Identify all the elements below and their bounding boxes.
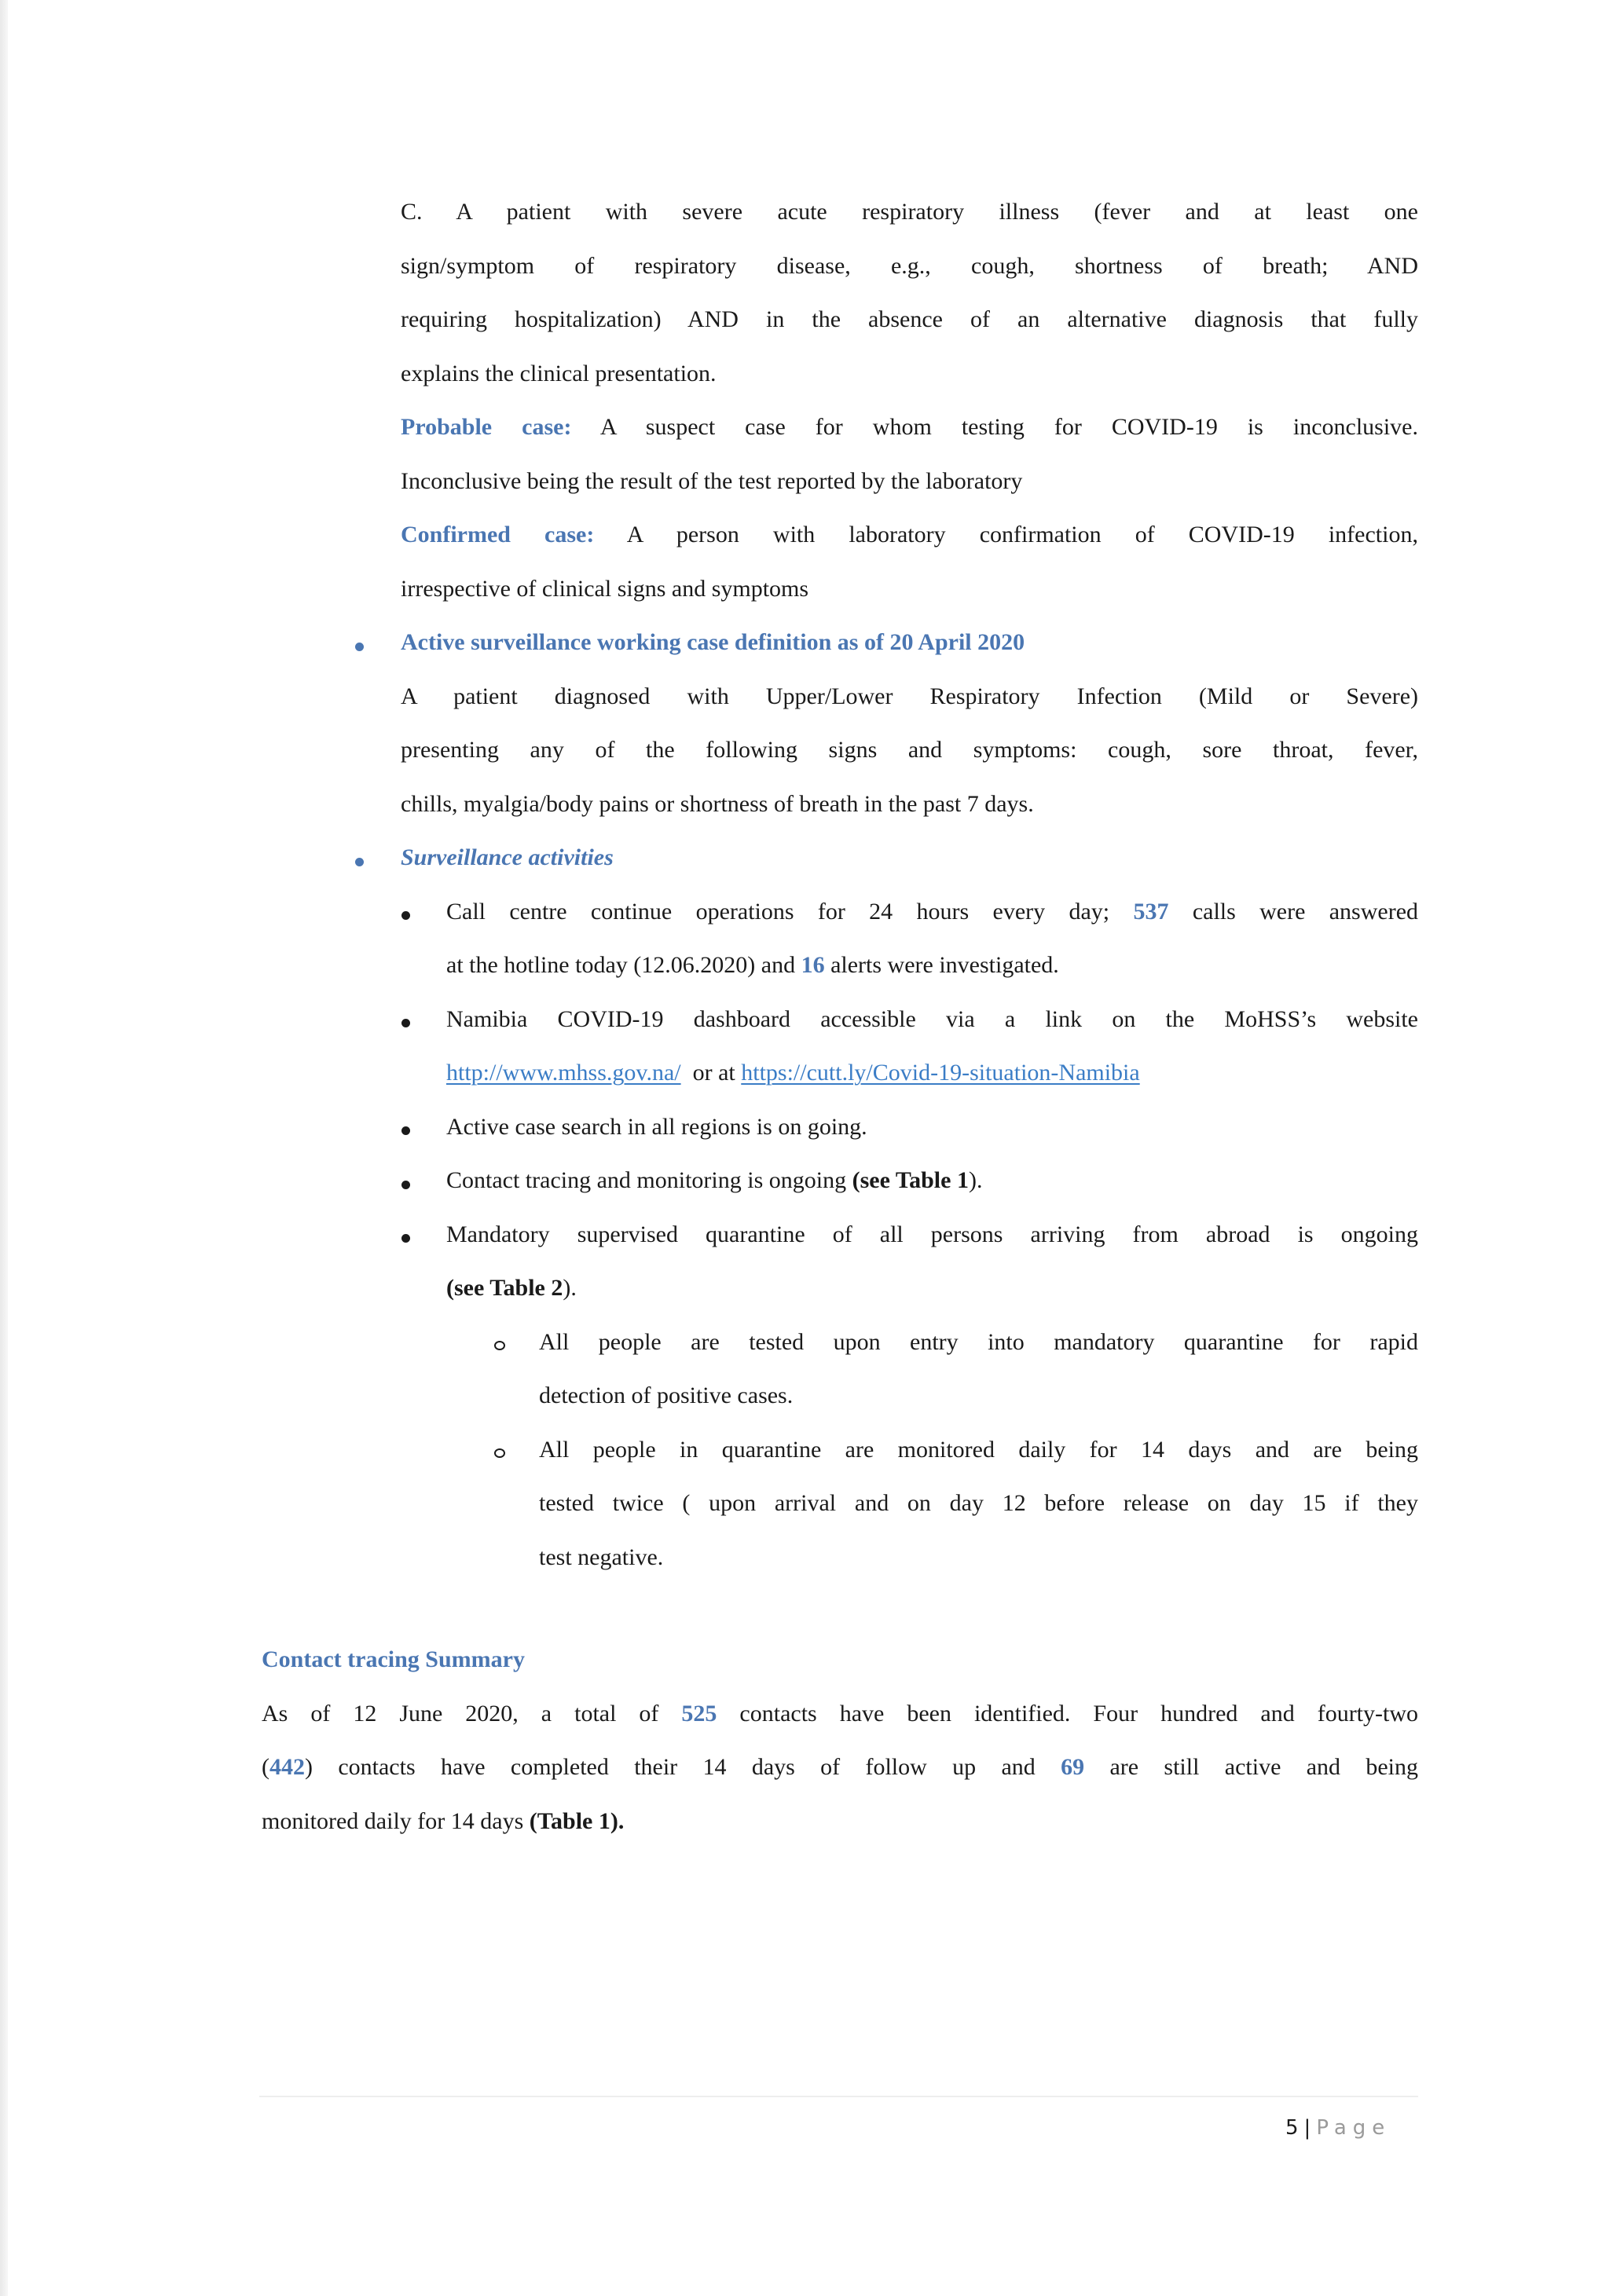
bullet-icon xyxy=(401,1019,410,1027)
call-centre-line-1 xyxy=(446,885,1418,939)
dashboard-line-2 xyxy=(446,1046,1140,1100)
alerts-investigated-count: 16 xyxy=(801,952,825,978)
calls-answered-count: 537 xyxy=(1133,898,1169,925)
case-c-line-4: explains the clinical presentation. xyxy=(401,360,717,386)
total-contacts-count: 525 xyxy=(681,1700,717,1727)
active-surveillance-line-1: A patient diagnosed with Upper/Lower Respiratory Infection (Mild or Severe) xyxy=(401,683,1418,709)
case-c-line-3: requiring hospitalization) AND in the absence of an alternative diagnosis that fully xyxy=(401,306,1418,332)
confirmed-case-text: A person with laboratory confirmation of COVID-19 infection, xyxy=(626,522,1418,547)
mhss-website-link[interactable]: http://www.mhss.gov.na/ xyxy=(446,1060,681,1086)
contact-summary-heading: Contact tracing Summary xyxy=(262,1646,525,1672)
or-at-text: or at xyxy=(692,1060,735,1086)
page-label: Page xyxy=(1316,2116,1391,2140)
summary-text: are still active and being xyxy=(1109,1754,1419,1780)
bullet-icon xyxy=(401,911,410,920)
page-footer xyxy=(1285,2116,1391,2140)
quarantine-line-1: Mandatory supervised quarantine of all persons arriving from abroad is ongoing xyxy=(446,1221,1418,1247)
summary-text: As of 12 June 2020, a total of xyxy=(262,1700,659,1727)
quarantine-sub-1-line-2: detection of positive cases. xyxy=(539,1382,794,1408)
confirmed-case-label: Confirmed case: xyxy=(401,522,595,547)
probable-case-line-1 xyxy=(401,401,1418,455)
confirmed-case-line-1 xyxy=(401,508,1418,562)
contact-tracing-text: Contact tracing and monitoring is ongoing xyxy=(446,1167,847,1193)
bullet-icon xyxy=(355,643,364,651)
call-centre-text: Call centre continue operations for 24 hours every day; xyxy=(446,898,1110,925)
hollow-bullet-icon xyxy=(494,1341,505,1350)
call-centre-text-end: calls were answered xyxy=(1192,898,1419,925)
probable-case-line-2: Inconclusive being the result of the test reported by the laboratory xyxy=(401,467,1023,494)
page-edge-shadow xyxy=(0,0,8,2296)
punctuation: ). xyxy=(968,1167,983,1193)
probable-case-label: Probable case: xyxy=(401,414,572,440)
quarantine-line-2 xyxy=(446,1262,577,1316)
case-c-line-2: sign/symptom of respiratory disease, e.g., cough, shortness of breath; AND xyxy=(401,252,1418,279)
call-centre-line-2 xyxy=(446,939,1059,993)
table-1-reference: (Table 1). xyxy=(529,1807,625,1834)
surveillance-activities-heading: Surveillance activities xyxy=(401,844,614,870)
bullet-icon xyxy=(401,1181,410,1189)
quarantine-sub-2-line-3: test negative. xyxy=(539,1543,664,1570)
active-contacts-count: 69 xyxy=(1061,1754,1085,1780)
table-1-reference: (see Table 1 xyxy=(852,1167,969,1193)
confirmed-case-line-2: irrespective of clinical signs and symptoms xyxy=(401,575,809,602)
bullet-icon xyxy=(401,1126,410,1135)
table-2-reference: (see Table 2 xyxy=(446,1275,563,1301)
hollow-bullet-icon xyxy=(494,1448,505,1458)
hotline-text: at the hotline today (12.06.2020) and xyxy=(446,952,796,978)
alerts-text: alerts were investigated. xyxy=(830,952,1059,978)
active-surveillance-heading: Active surveillance working case definition as of 20 April 2020 xyxy=(401,629,1025,655)
contact-summary-line-1 xyxy=(262,1687,1418,1741)
quarantine-sub-1-line-1: All people are tested upon entry into mandatory quarantine for rapid xyxy=(539,1328,1418,1355)
paren: ( xyxy=(262,1754,269,1780)
contact-summary-line-3 xyxy=(262,1795,624,1849)
active-surveillance-line-3: chills, myalgia/body pains or shortness of breath in the past 7 days. xyxy=(401,790,1034,817)
active-surveillance-line-2: presenting any of the following signs and symptoms: cough, sore throat, fever, xyxy=(401,737,1418,763)
quarantine-sub-2-line-2: tested twice ( upon arrival and on day 12 before release on day 15 if they xyxy=(539,1490,1418,1516)
footer-divider xyxy=(259,2096,1418,2097)
case-c-line-1: C. A patient with severe acute respiratory illness (fever and at least one xyxy=(401,199,1418,225)
footer-separator: | xyxy=(1303,2116,1314,2140)
contact-tracing-item xyxy=(446,1154,982,1208)
contact-summary-line-2 xyxy=(262,1741,1418,1795)
summary-text: ) contacts have completed their 14 days of follow up and xyxy=(305,1754,1036,1780)
completed-contacts-count: 442 xyxy=(269,1754,305,1780)
summary-text: contacts have been identified. Four hundred and fourty-two xyxy=(739,1700,1419,1727)
punctuation: ). xyxy=(563,1275,577,1301)
probable-case-text: A suspect case for whom testing for COVID-19 is inconclusive. xyxy=(599,414,1418,440)
quarantine-sub-2-line-1: All people in quarantine are monitored daily for 14 days and are being xyxy=(539,1436,1418,1463)
active-case-search-item: Active case search in all regions is on going. xyxy=(446,1113,867,1140)
dashboard-line-1: Namibia COVID-19 dashboard accessible via a link on the MoHSS’s website xyxy=(446,1005,1418,1032)
dashboard-link[interactable]: https://cutt.ly/Covid-19-situation-Namibia xyxy=(741,1060,1140,1086)
bullet-icon xyxy=(355,858,364,866)
bullet-icon xyxy=(401,1234,410,1243)
summary-text: monitored daily for 14 days xyxy=(262,1807,524,1834)
page-number: 5 xyxy=(1285,2116,1301,2140)
